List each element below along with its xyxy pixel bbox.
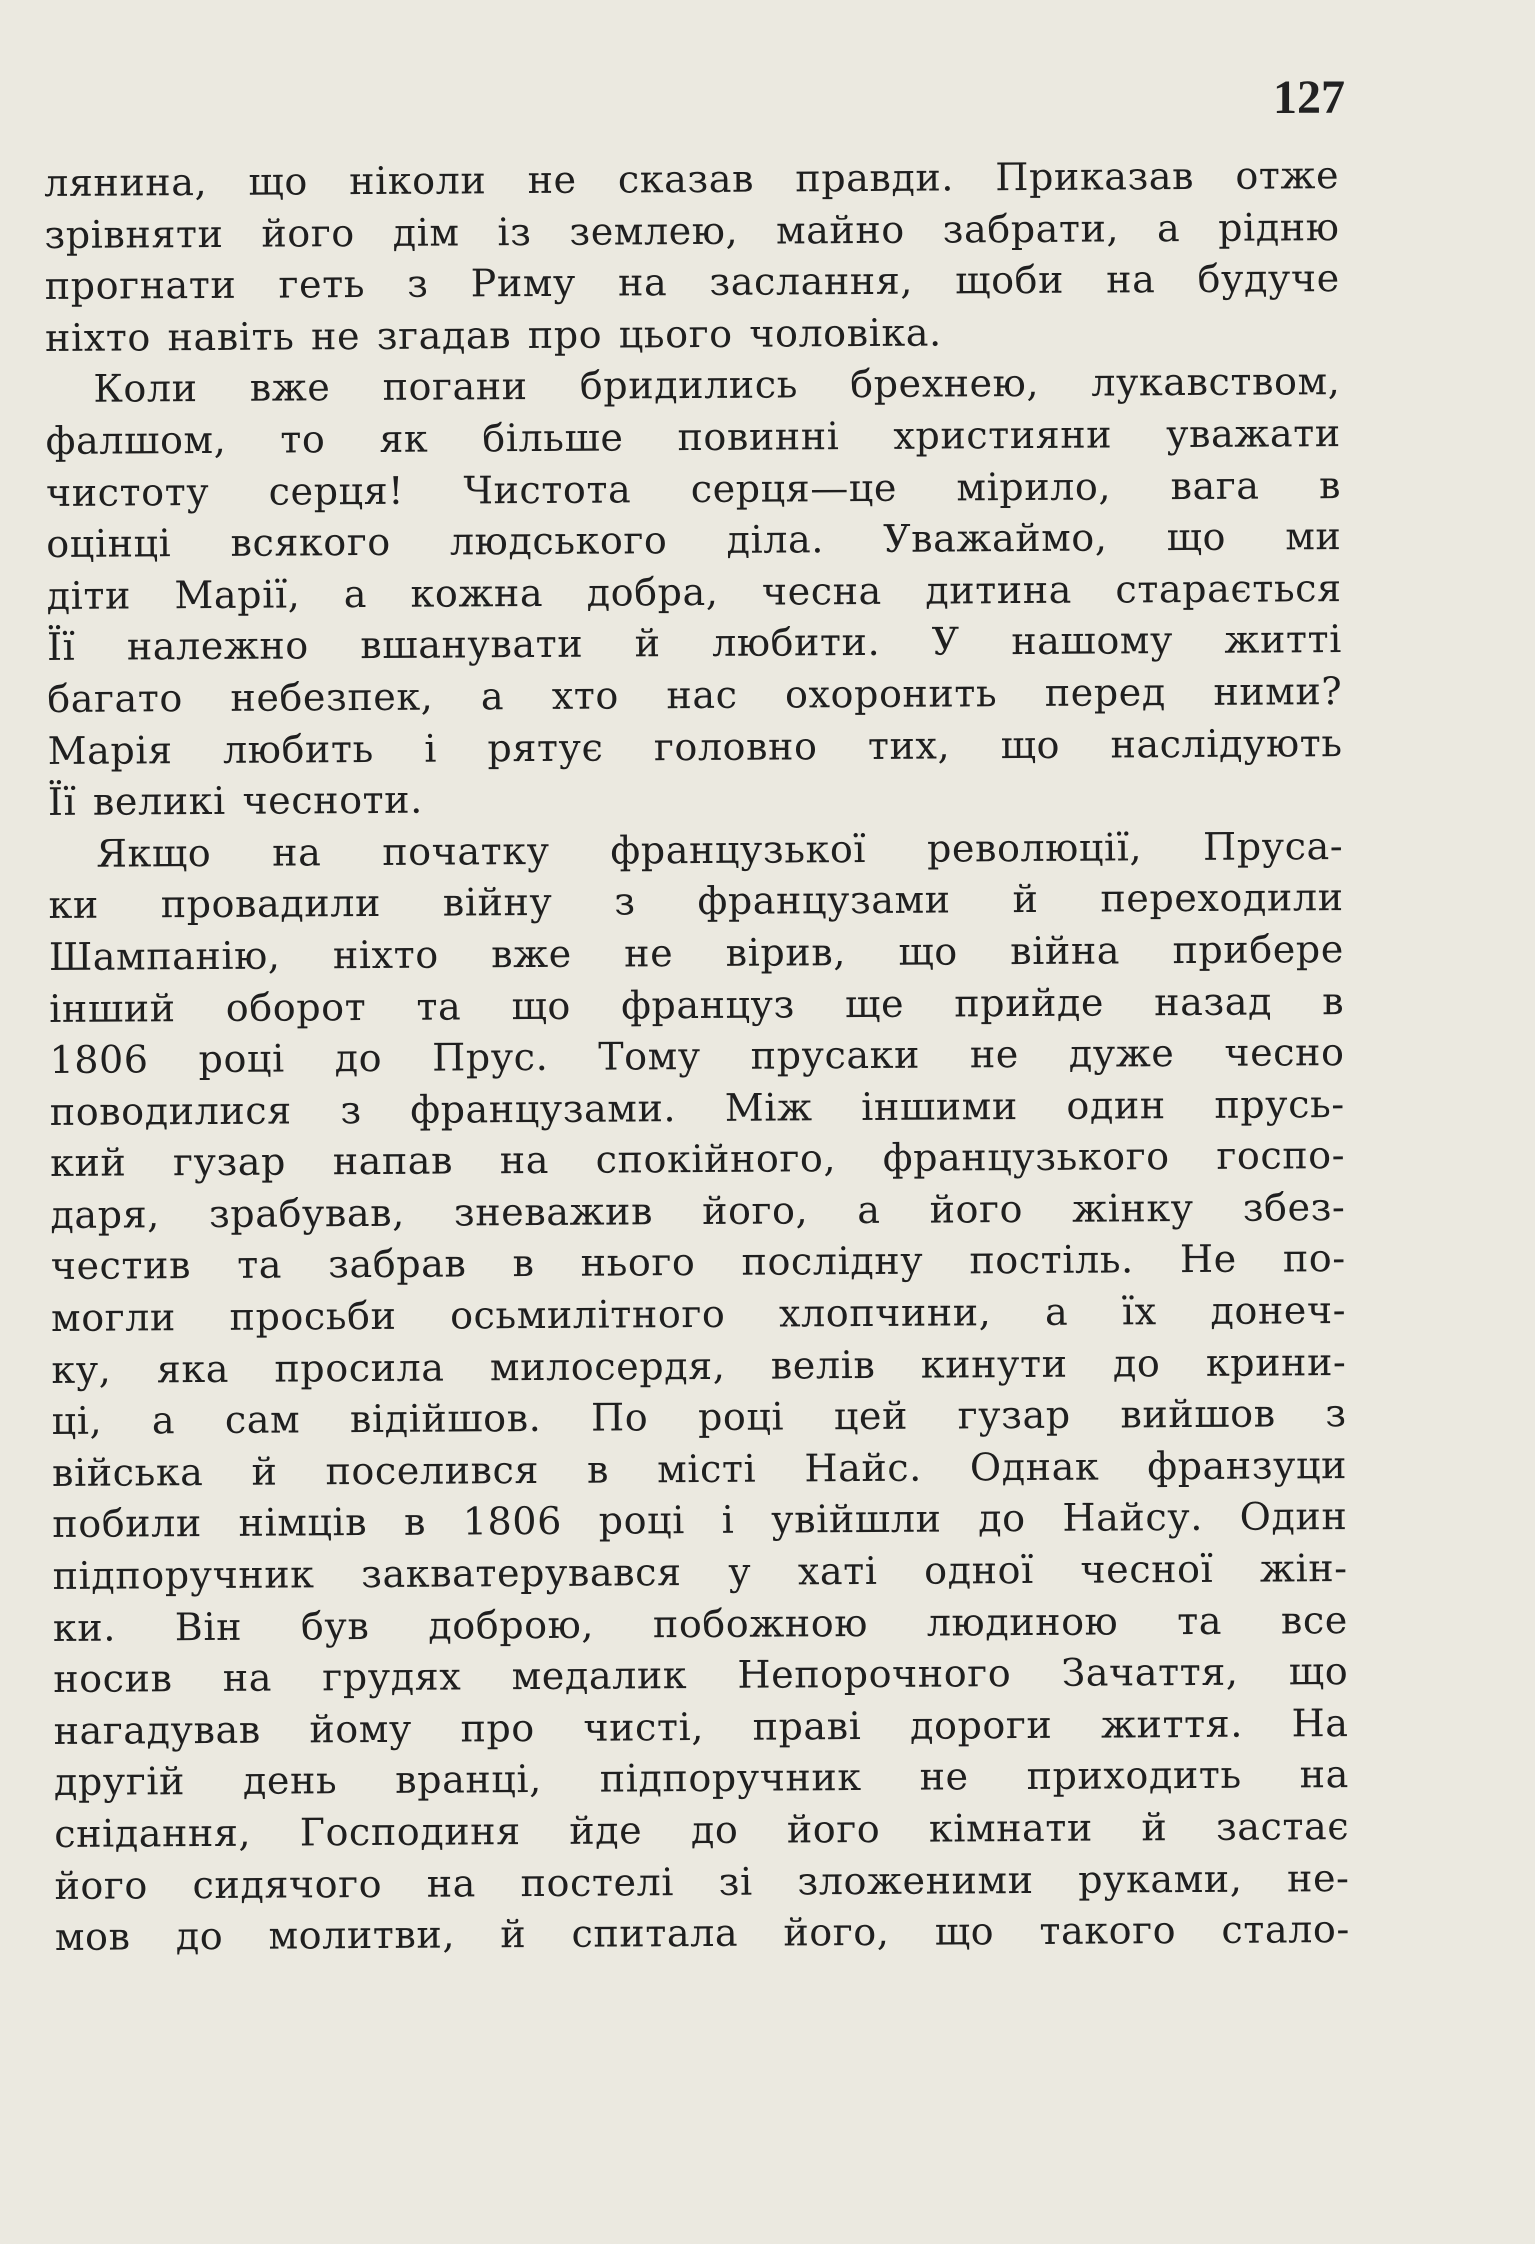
text-line: прогнати геть з Риму на заслання, щоби на будуче bbox=[44, 256, 1340, 309]
text-line: ки провадили війну з французами й переходили bbox=[48, 875, 1344, 928]
body-text bbox=[44, 150, 1350, 1964]
text-line: лянина, що ніколи не сказав правди. Приказав отже bbox=[44, 153, 1340, 205]
text-line: Її великі чесноти. bbox=[47, 777, 423, 825]
text-line: діти Марії, а кожна добра, чесна дитина старається bbox=[46, 565, 1342, 618]
text-line: снідання, Господиня йде до його кімнати й застає bbox=[54, 1804, 1350, 1856]
text-line: фалшом, то як більше повинні християни уважати bbox=[45, 411, 1341, 463]
text-line: честив та забрав в нього послідну постіль. Не по- bbox=[50, 1236, 1346, 1289]
text-line: другій день вранці, підпоручник не приходить на bbox=[53, 1752, 1350, 1805]
text-line: кий гузар напав на спокійного, французького госпо- bbox=[50, 1133, 1346, 1186]
text-line: війська й поселився в місті Найс. Однак франзуци bbox=[51, 1442, 1348, 1495]
page-number: 127 bbox=[1273, 71, 1345, 124]
text-line: 1806 році до Прус. Тому прусаки не дуже чесно bbox=[49, 1030, 1345, 1083]
text-line: нагадував йому про чисті, праві дороги життя. На bbox=[53, 1700, 1349, 1753]
text-line: ці, а сам відійшов. По році цей гузар вийшов з bbox=[51, 1391, 1347, 1444]
text-line: Марія любить і рятує головно тих, що наслідують bbox=[47, 720, 1343, 773]
text-line: Коли вже погани бридились брехнею, лукавством, bbox=[93, 359, 1341, 412]
text-line: оцінці всякого людського діла. Уважаймо, що ми bbox=[46, 514, 1342, 567]
text-line: ки. Він був доброю, побожною людиною та все bbox=[52, 1597, 1349, 1650]
text-line: поводилися з французами. Між іншими один прусь- bbox=[49, 1081, 1345, 1134]
text-line: могли просьби осьмилітного хлопчини, а їх донеч- bbox=[50, 1288, 1347, 1341]
text-line: носив на грудях медалик Непорочного Зачаття, що bbox=[53, 1649, 1349, 1702]
text-line: чистоту серця! Чистота серця—це мірило, вага в bbox=[45, 462, 1342, 515]
text-line: підпоручник закватерувався у хаті одної чесної жін- bbox=[52, 1546, 1348, 1599]
text-line: мов до молитви, й спитала його, що такого стало- bbox=[54, 1907, 1350, 1960]
text-line: ку, яка просила милосердя, велів кинути до крини- bbox=[51, 1339, 1347, 1392]
text-line: ніхто навіть не згадав про цього чоловіка. bbox=[44, 310, 942, 360]
text-line: зрівняти його дім із землею, майно забрати, а рідню bbox=[44, 204, 1340, 257]
text-line: багато небезпек, а хто нас охоронить перед ними? bbox=[47, 669, 1343, 721]
text-line: його сидячого на постелі зі зложеними руками, не- bbox=[54, 1855, 1350, 1908]
text-line: інший оборот та що француз ще прийде назад в bbox=[49, 978, 1345, 1031]
text-line: Якщо на початку французької революції, Пруса- bbox=[96, 823, 1344, 876]
text-line: побили німців в 1806 році і увійшли до Найсу. Один bbox=[52, 1494, 1348, 1547]
text-line: Її належно вшанувати й любити. У нашому житті bbox=[46, 617, 1343, 670]
text-line: Шампанію, ніхто вже не вірив, що війна прибере bbox=[48, 926, 1344, 979]
text-line: даря, зрабував, зневажив його, а його жінку збез- bbox=[50, 1184, 1346, 1237]
